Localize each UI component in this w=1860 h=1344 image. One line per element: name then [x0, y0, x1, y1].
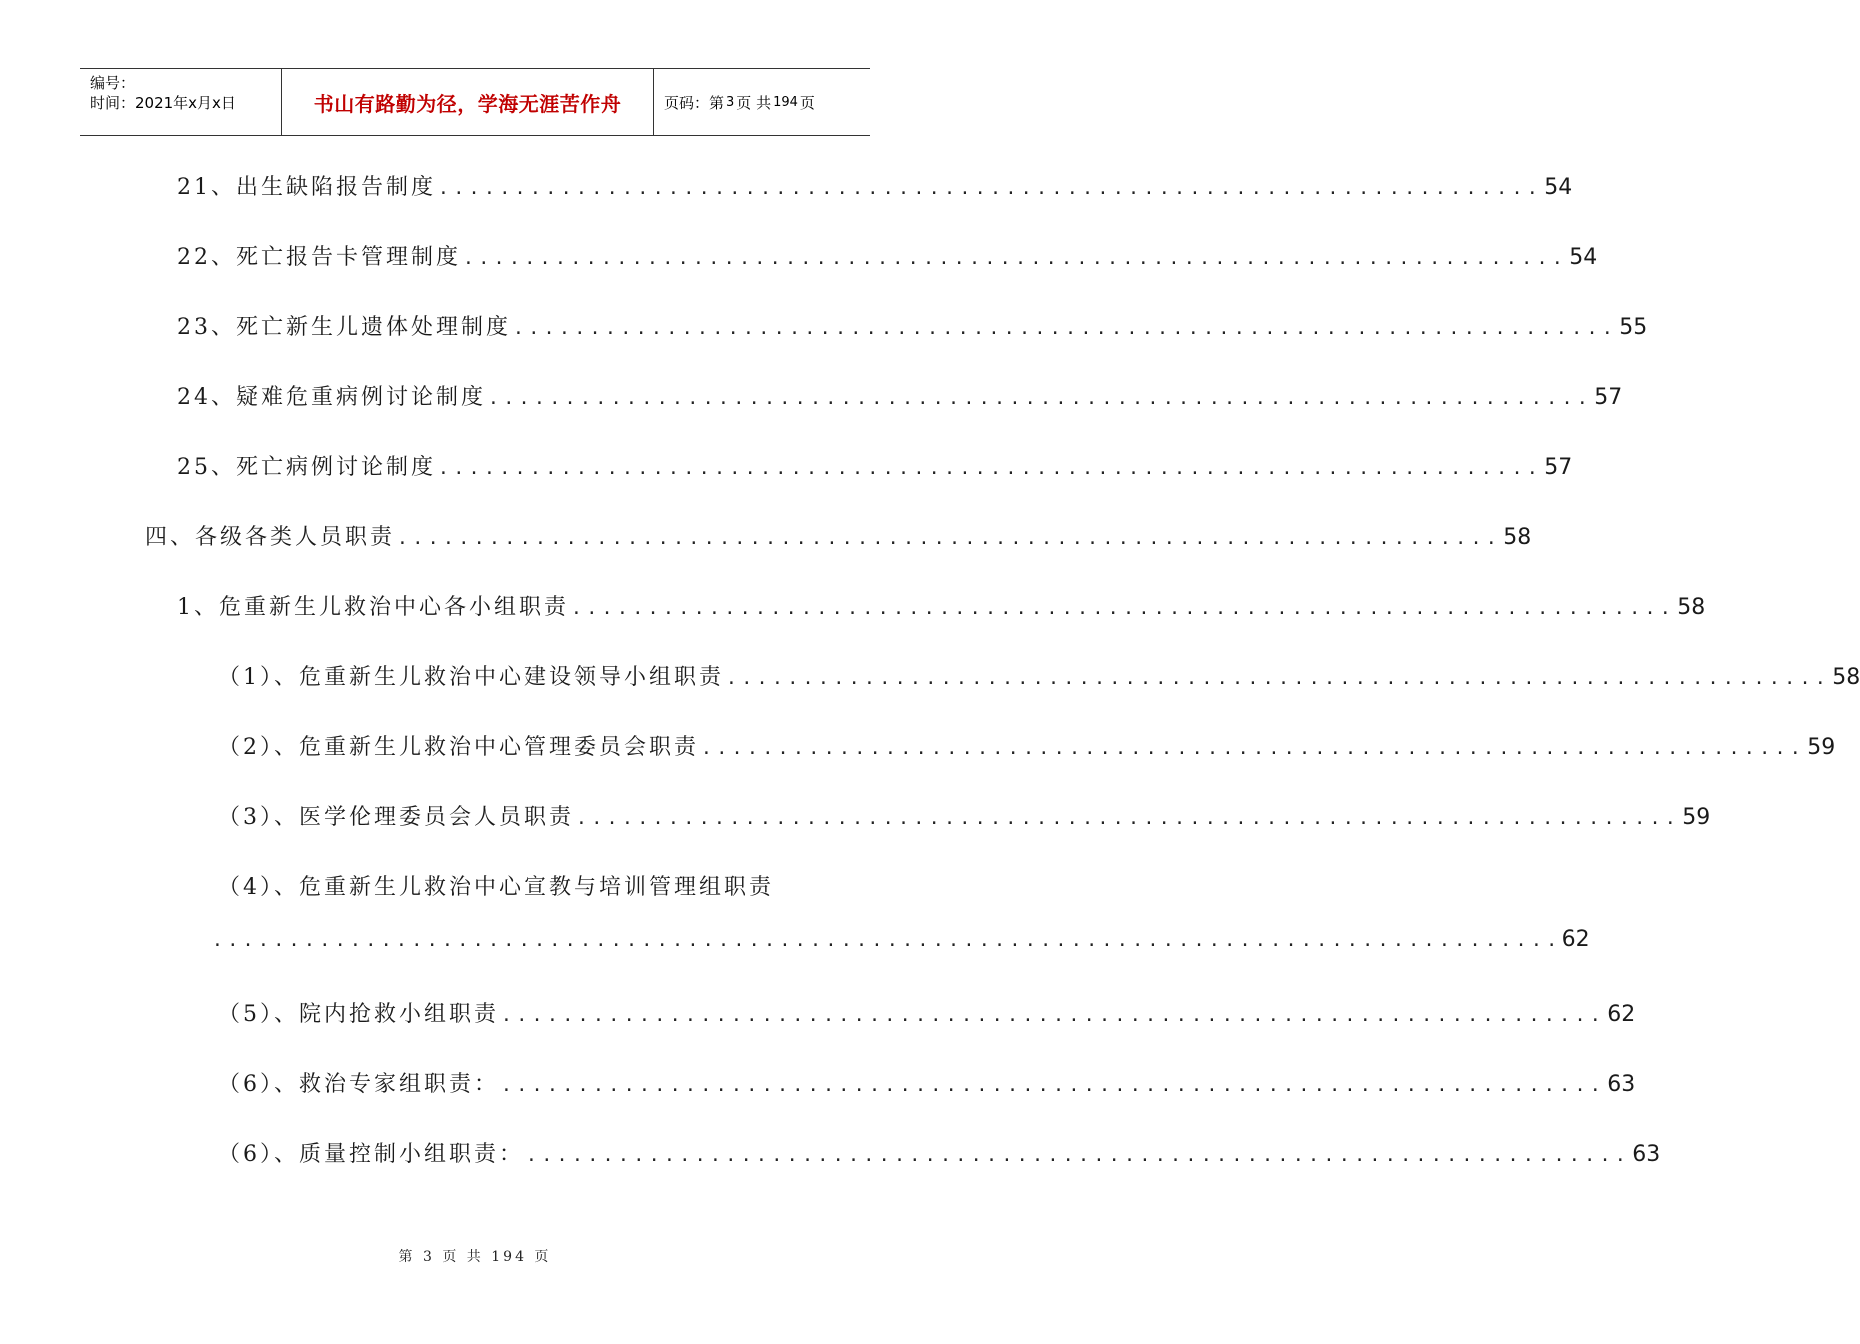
- toc-leader-dots: ........................................................................................: [212, 930, 1562, 951]
- toc-entry[interactable]: [218, 660, 1860, 694]
- toc-entry-continuation[interactable]: [212, 927, 1590, 961]
- page-prefix: 页码：第: [664, 93, 725, 112]
- page-mid: 页 共: [736, 93, 772, 112]
- toc-entry-page: 59: [1682, 805, 1711, 830]
- toc-leader-dots: ........................................................................: [488, 388, 1593, 409]
- page-header: [80, 68, 870, 136]
- toc-entry[interactable]: [177, 240, 1598, 274]
- toc-entry-page: 58: [1503, 525, 1532, 550]
- toc-entry-label: （6）、救治专家组职责：: [218, 1072, 499, 1097]
- toc-entry-page: 62: [1561, 927, 1590, 952]
- toc-leader-dots: ........................................................................: [513, 318, 1618, 339]
- toc-entry-label: 22、死亡报告卡管理制度: [177, 245, 461, 270]
- toc-entry[interactable]: [145, 520, 1532, 554]
- toc-entry[interactable]: [218, 870, 807, 904]
- toc-entry-page: 63: [1607, 1072, 1636, 1097]
- toc-leader-dots: ........................................................................: [438, 458, 1543, 479]
- toc-entry-page: 57: [1544, 455, 1573, 480]
- toc-entry-label: （6）、质量控制小组职责：: [218, 1142, 524, 1167]
- toc-entry[interactable]: [218, 1137, 1661, 1171]
- toc-entry[interactable]: [218, 1067, 1636, 1101]
- toc-leader-dots: ........................................................................: [576, 808, 1681, 829]
- toc-entry-label: （3）、医学伦理委员会人员职责: [218, 805, 574, 830]
- toc-leader-dots: ........................................................................: [501, 1075, 1606, 1096]
- page-number: 3: [726, 94, 735, 110]
- toc-entry-label: 24、疑难危重病例讨论制度: [177, 385, 486, 410]
- toc-entry-page: 55: [1619, 315, 1648, 340]
- toc-entry-page: 54: [1569, 245, 1598, 270]
- page-footer: 第 3 页 共 194 页: [398, 1249, 552, 1265]
- header-meta: [80, 69, 282, 135]
- toc-leader-dots: ........................................................................: [438, 178, 1543, 199]
- toc-entry-page: 59: [1807, 735, 1836, 760]
- toc-leader-dots: ........................................................................: [463, 248, 1568, 269]
- toc-entry[interactable]: [177, 310, 1648, 344]
- toc-leader-dots: ........................................................................: [571, 598, 1676, 619]
- toc-leader-dots: ........................................................................: [701, 738, 1806, 759]
- toc-entry[interactable]: [218, 997, 1636, 1031]
- header-motto: 书山有路勤为径，学海无涯苦作舟: [282, 69, 654, 135]
- page-suffix: 页: [799, 93, 815, 112]
- toc-entry-page: 63: [1632, 1142, 1661, 1167]
- toc-leader-dots: ........................................................................: [501, 1005, 1606, 1026]
- toc-entry[interactable]: [218, 730, 1836, 764]
- code-label: 编号：: [90, 74, 136, 92]
- toc-entry-label: 21、出生缺陷报告制度: [177, 175, 436, 200]
- toc-entry[interactable]: [177, 590, 1706, 624]
- toc-leader-dots: ........................................................................: [397, 528, 1502, 549]
- toc-entry-label: 23、死亡新生儿遗体处理制度: [177, 315, 511, 340]
- toc-entry[interactable]: [177, 170, 1573, 204]
- header-page-info: [654, 69, 870, 135]
- page-total: 194: [773, 94, 798, 110]
- toc-entry-label: （4）、危重新生儿救治中心宣教与培训管理组职责: [218, 875, 774, 900]
- toc-entry-page: 62: [1607, 1002, 1636, 1027]
- toc-entry[interactable]: [177, 450, 1573, 484]
- toc-entry-page: 58: [1832, 665, 1860, 690]
- toc-entry-label: 1、危重新生儿救治中心各小组职责: [177, 595, 569, 620]
- toc-entry-page: 57: [1594, 385, 1623, 410]
- time-label: 时间：2021年x月x日: [90, 94, 236, 112]
- toc-entry-label: （1）、危重新生儿救治中心建设领导小组职责: [218, 665, 724, 690]
- toc-leader-dots: ........................................................................: [526, 1145, 1631, 1166]
- toc-leader-dots: ........................................................................: [726, 668, 1831, 689]
- toc-entry-label: 25、死亡病例讨论制度: [177, 455, 436, 480]
- toc-entry-label: （5）、院内抢救小组职责: [218, 1002, 499, 1027]
- toc-entry[interactable]: [177, 380, 1623, 414]
- toc-entry-label: 四、各级各类人员职责: [145, 525, 396, 550]
- toc-entry-page: 58: [1677, 595, 1706, 620]
- toc-entry-page: 54: [1544, 175, 1573, 200]
- toc-entry[interactable]: [218, 800, 1711, 834]
- toc-entry-label: （2）、危重新生儿救治中心管理委员会职责: [218, 735, 699, 760]
